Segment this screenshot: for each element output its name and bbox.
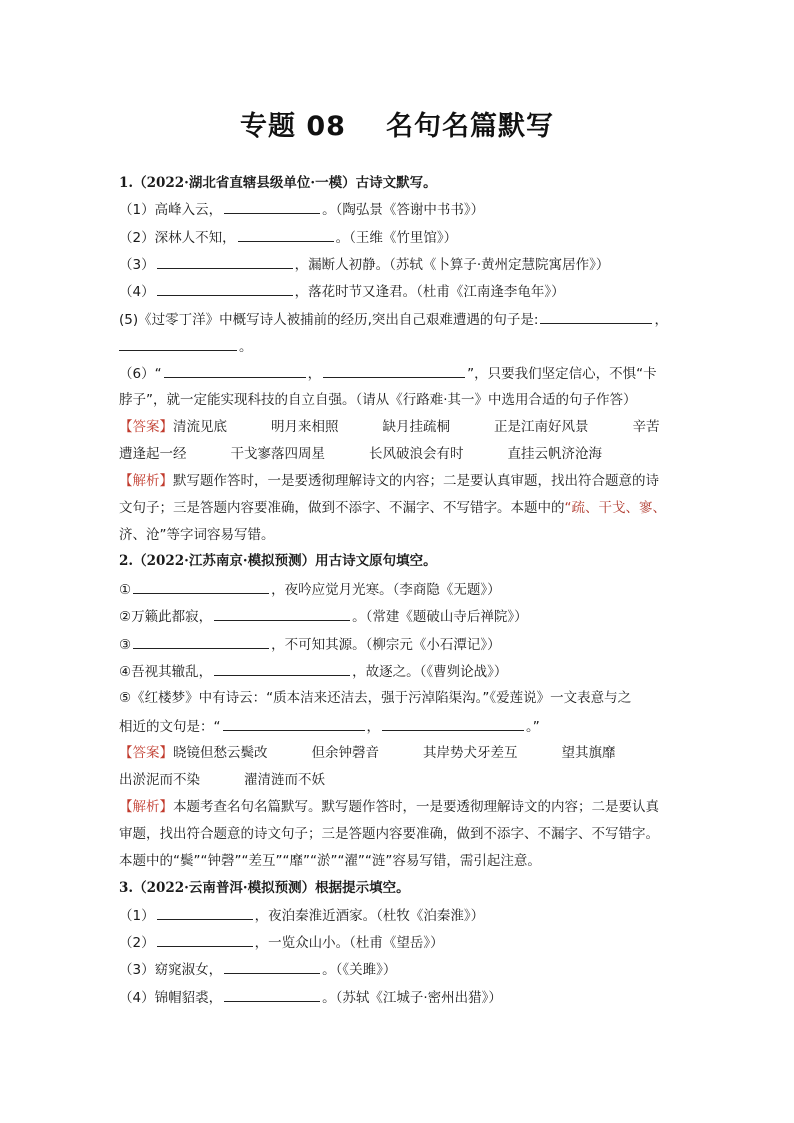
q1-item-5-text: (5)《过零丁洋》中概写诗人被捕前的经历,突出自己艰难遭遇的句子是:	[119, 312, 539, 328]
answer-label: 【答案】	[119, 745, 173, 761]
q2-item-1	[119, 579, 501, 600]
q2-item-1-source: ，夜吟应觉月光寒。（李商隐《无题》）	[271, 582, 501, 598]
q1-item-3-source: ，漏断人初静。（苏轼《卜算子·黄州定慧院寓居作》）	[294, 257, 610, 273]
q1-answer-line-1	[119, 417, 660, 437]
q1-item-4-text: （4）	[119, 284, 155, 300]
q1-item-6	[119, 363, 657, 384]
q1-item-3	[119, 254, 609, 275]
answer-blank	[224, 987, 320, 1002]
q2-item-3-source: ，不可知其源。（柳宗元《小石潭记》）	[271, 637, 501, 653]
answer-blank	[157, 254, 293, 269]
q2-item-3-text: ③	[119, 637, 132, 653]
q3-item-4-source: 。（苏轼《江城子·密州出猎》）	[322, 990, 502, 1006]
analysis-text: 默写题作答时，一是要透彻理解诗文的内容；二是要认真审题，找出符合题意的诗	[173, 473, 659, 489]
answer-item: 出淤泥而不染	[119, 772, 200, 788]
q1-item-4	[119, 281, 565, 302]
q2-item-5-text: 相近的文句是：“	[119, 719, 221, 735]
q1-item-5-cont	[119, 336, 253, 357]
answer-blank	[224, 199, 320, 214]
answer-item: 其岸势犬牙差互	[423, 745, 518, 761]
q1-item-6-comma: ，	[307, 366, 322, 382]
q3-item-3-text: （3）窈窕淑女，	[119, 962, 223, 978]
title-topic-name: 名句名篇默写	[385, 111, 554, 142]
q2-item-5-end: 。”	[526, 719, 540, 735]
answer-item: 缺月挂疏桐	[382, 419, 450, 435]
q1-item-1	[119, 199, 484, 220]
answer-blank	[214, 661, 350, 676]
q1-item-2	[119, 227, 457, 248]
q3-item-1-source: ，夜泊秦淮近酒家。（杜牧《泊秦淮》）	[254, 908, 485, 924]
q3-item-3-source: 。（《关雎》）	[322, 962, 397, 978]
analysis-label: 【解析】	[119, 473, 173, 489]
q1-item-6-rest: ”，只要我们坚定信心，不惧“卡	[467, 366, 657, 382]
answer-item: 正是江南好风景	[494, 419, 589, 435]
q1-item-3-text: （3）	[119, 257, 155, 273]
q2-item-1-text: ①	[119, 582, 132, 598]
q2-item-3	[119, 634, 501, 655]
answer-blank	[238, 227, 334, 242]
page-title	[0, 104, 794, 143]
q1-item-5-comma: ，	[654, 312, 668, 328]
answer-blank	[323, 363, 465, 378]
q2-analysis-line-3: 本题中的“鬓”“钟磬”“差互”“靡”“淤”“濯”“涟”容易写错，需引起注意。	[119, 853, 541, 869]
answer-item: 濯清涟而不妖	[244, 772, 325, 788]
q2-item-4-text: ④吾视其辙乱，	[119, 664, 213, 680]
q3-item-4-text: （4）锦帽貂裘，	[119, 990, 223, 1006]
q2-analysis-line-2: 审题，找出符合题意的诗文句子；三是答题内容要准确，做到不添字、不漏字、不写错字。	[119, 826, 659, 842]
q3-item-3	[119, 959, 396, 980]
answer-item: 长风破浪会有时	[369, 446, 464, 462]
analysis-text: 本题考查名句名篇默写。默写题作答时，一是要透彻理解诗文的内容；二是要认真	[173, 799, 659, 815]
q1-item-4-source: ，落花时节又逢君。（杜甫《江南逢李龟年》）	[294, 284, 565, 300]
answer-item: 干戈寥落四周星	[230, 446, 325, 462]
q1-heading: 1.（2022·湖北省直辖县级单位·一模）古诗文默写。	[119, 175, 437, 191]
q2-item-2	[119, 606, 528, 627]
q2-analysis-line-1	[119, 797, 659, 817]
q2-item-2-source: 。（常建《题破山寺后禅院》）	[352, 609, 528, 625]
answer-item: 晓镜但愁云鬓改	[173, 745, 268, 761]
q1-item-6-cont: 脖子”，就一定能实现科技的自立自强。（请从《行路难·其一》中选用合适的句子作答）	[119, 392, 637, 408]
q1-analysis-line-2	[119, 498, 666, 518]
q2-heading: 2.（2022·江苏南京·模拟预测）用古诗文原句填空。	[119, 553, 437, 569]
answer-blank	[119, 336, 237, 351]
answer-blank	[224, 959, 320, 974]
q3-item-1	[119, 905, 484, 926]
q2-item-4-source: ，故逐之。（《曹刿论战》）	[352, 664, 508, 680]
answer-item: 但余钟磬音	[311, 745, 379, 761]
answer-item: 遭逢起一经	[119, 446, 187, 462]
q3-item-2-text: （2）	[119, 935, 155, 951]
analysis-label: 【解析】	[119, 799, 173, 815]
q1-answer-line-2	[119, 444, 602, 464]
answer-blank	[382, 716, 524, 731]
q1-item-2-text: （2）深林人不知，	[119, 230, 236, 246]
q3-item-1-text: （1）	[119, 908, 155, 924]
q2-item-5-cont	[119, 716, 540, 737]
answer-blank	[157, 905, 253, 920]
answer-blank	[214, 606, 350, 621]
q3-heading: 3.（2022·云南普洱·模拟预测）根据提示填空。	[119, 880, 410, 896]
answer-blank	[164, 363, 306, 378]
q1-analysis-line-1	[119, 471, 659, 491]
answer-item: 直挂云帆济沧海	[507, 446, 602, 462]
answer-blank	[540, 309, 652, 324]
answer-item: 望其旗靡	[561, 745, 616, 761]
q3-item-2-source: ，一览众山小。（杜甫《望岳》）	[254, 935, 444, 951]
q1-analysis-line-3: 济、沧”等字词容易写错。	[119, 527, 275, 543]
answer-blank	[157, 281, 293, 296]
q2-item-5-comma: ，	[366, 719, 380, 735]
q3-item-4	[119, 987, 502, 1008]
q1-item-6-text: （6）“	[119, 366, 162, 382]
answer-blank	[133, 579, 269, 594]
q1-item-2-source: 。（王维《竹里馆》）	[335, 230, 458, 246]
q3-item-2	[119, 932, 444, 953]
q2-item-5: ⑤《红楼梦》中有诗云：“质本洁来还洁去，强于污淖陷渠沟。”《爱莲说》一文表意与之	[119, 690, 632, 706]
analysis-highlight: “疏、干戈、寥、	[564, 500, 666, 516]
q2-answer-line-1	[119, 743, 616, 763]
q1-item-1-text: （1）高峰入云，	[119, 202, 223, 218]
q1-item-5	[119, 309, 668, 330]
answer-item: 清流见底	[173, 419, 227, 435]
answer-item: 明月来相照	[271, 419, 339, 435]
answer-item: 辛苦	[632, 419, 660, 435]
q1-item-1-source: 。（陶弘景《答谢中书书》）	[322, 202, 485, 218]
analysis-text: 文句子；三是答题内容要准确，做到不添字、不漏字、不写错字。本题中的	[119, 500, 565, 516]
answer-blank	[223, 716, 365, 731]
answer-blank	[157, 932, 253, 947]
answer-blank	[133, 634, 269, 649]
title-topic-number: 专题 08	[240, 111, 346, 142]
q2-answer-line-2	[119, 770, 325, 790]
q2-item-2-text: ②万籁此都寂，	[119, 609, 213, 625]
answer-label: 【答案】	[119, 419, 173, 435]
q2-item-4	[119, 661, 507, 682]
q1-item-5-end: 。	[239, 339, 253, 355]
